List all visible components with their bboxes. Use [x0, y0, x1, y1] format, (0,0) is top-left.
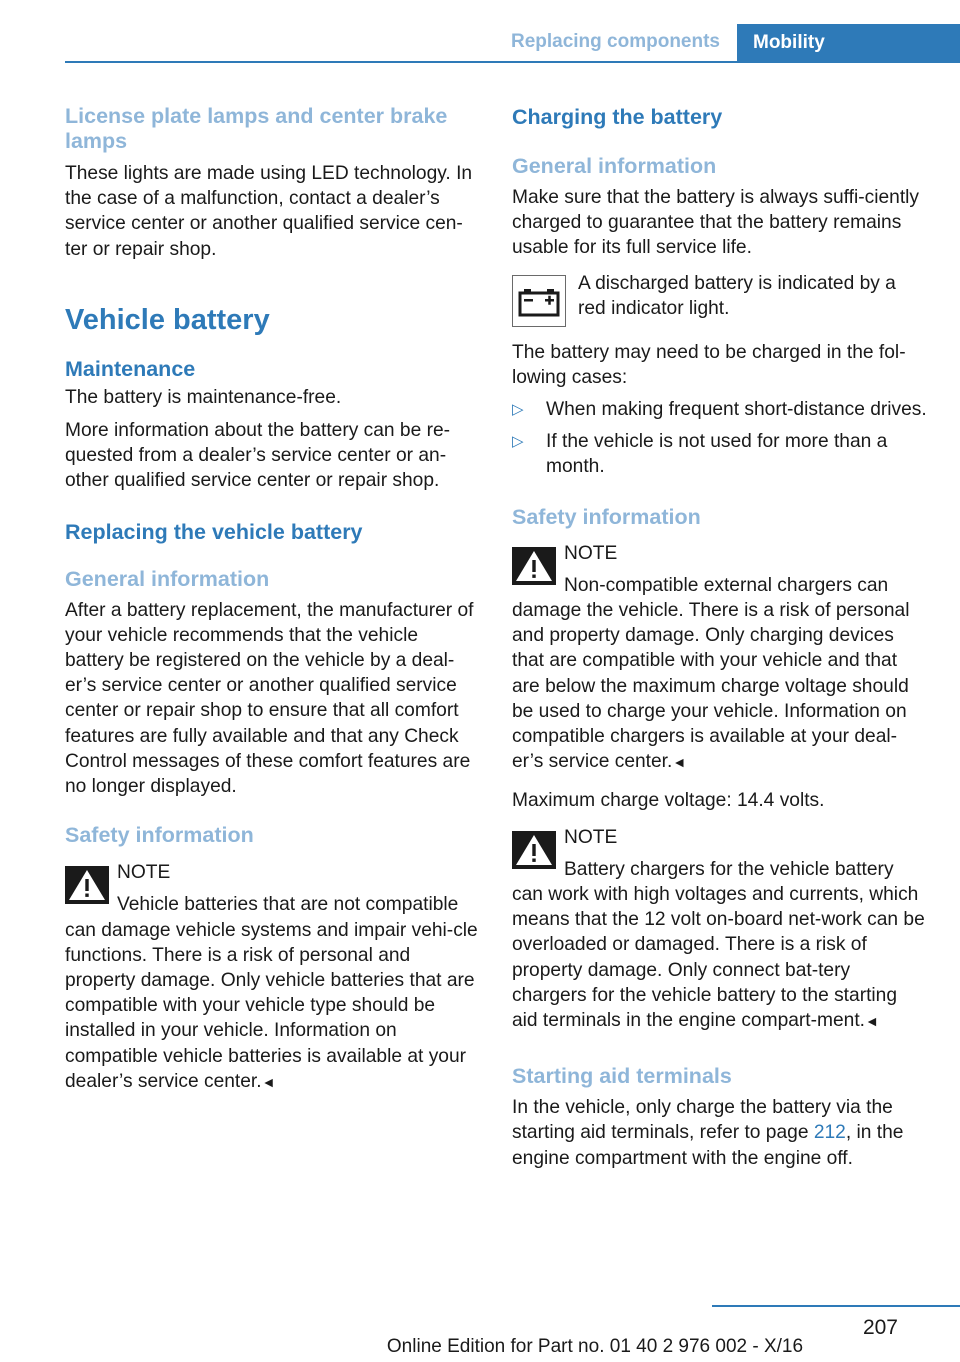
indicator-text: A discharged battery is indicated by a red indicator light.: [578, 272, 896, 319]
note-label-right-2: NOTE: [564, 826, 618, 848]
note-text-left: [65, 892, 480, 1095]
triangle-bullet-icon: ▷: [512, 401, 524, 419]
cases-list: [512, 397, 927, 480]
terminals-text-b: , in the engine compartment with the engine off.: [512, 1122, 904, 1169]
maintenance-heading: Maintenance: [65, 356, 196, 381]
header-rule: [65, 61, 960, 63]
footer-rule: [712, 1305, 960, 1307]
list-item-text: When making frequent short-distance drives.: [546, 399, 927, 421]
safety-info-heading-right: Safety information: [512, 504, 701, 529]
back-mark-right-2: ◄: [865, 1013, 879, 1030]
header-chapter-tab: Mobility: [737, 24, 960, 62]
note-text-right-1: [512, 573, 927, 776]
note-label-left: NOTE: [117, 862, 171, 884]
header-section-title: Replacing components: [510, 31, 720, 52]
terminals-text-a: In the vehicle, only charge the battery via the starting aid terminals, refer to page: [512, 1097, 893, 1144]
warning-triangle-icon: [512, 831, 556, 869]
replacing-battery-heading: Replacing the vehicle battery: [65, 519, 363, 544]
vehicle-battery-heading: Vehicle battery: [65, 303, 270, 336]
triangle-bullet-icon: ▷: [512, 433, 524, 451]
lamps-heading: License plate lamps and center brake lamps: [65, 104, 448, 153]
starting-aid-terminals-heading: Starting aid terminals: [512, 1064, 732, 1089]
general-info-text-right: Make sure that the battery is always suffi-ciently charged to guarantee that the battery remains usable for its full service life.: [512, 187, 920, 259]
maintenance-text-1: The battery is maintenance-free.: [65, 386, 342, 408]
general-info-heading-left: General information: [65, 566, 270, 591]
list-item: [512, 429, 927, 479]
back-mark-right-1: ◄: [672, 754, 687, 771]
note-label-right-1: NOTE: [564, 542, 618, 564]
indicator-block: [512, 271, 927, 331]
general-info-text-left: After a battery replacement, the manufacturer of your vehicle recommends that the vehicle battery be registered on the vehicle by a deal-er’s service center or another qualified service center or repair shop to ensure that all comfort features are fully available and that any Check Control messages of these comfort features are no longer displayed.: [65, 599, 474, 798]
page-number: 207: [862, 1316, 898, 1339]
list-item-text: If the vehicle is not used for more than a month.: [546, 431, 888, 478]
note-text-left-content: Vehicle batteries that are not compatible can damage vehicle systems and impair vehi-cle functions. There is a risk of personal and property damage. Only vehicle batteries that are compatible with your vehicle type should be installed in your vehicle. Information on compatible vehicle batteries is available at your dealer’s service center.: [65, 894, 478, 1092]
general-info-heading-right: General information: [512, 154, 717, 178]
cases-intro: The battery may need to be charged in the fol-lowing cases:: [512, 341, 906, 388]
charging-battery-heading: Charging the battery: [512, 105, 723, 129]
battery-symbol-svg: [513, 276, 565, 326]
maintenance-text-2: More information about the battery can be re-quested from a dealer’s service center or an-other qualified service center or repair shop.: [65, 420, 451, 492]
note-text-right-2: [512, 857, 927, 1034]
note-text-right-2-content: Battery chargers for the vehicle battery can work with high voltages and currents, which means that the 12 volt on-board net-work can be overloaded or damaged. There is a risk of property damage. Only connect bat-tery chargers for the vehicle battery to the starting aid terminals in the engine compart-ment.: [512, 858, 925, 1032]
warning-triangle-icon: [65, 866, 109, 904]
edition-footer: Online Edition for Part no. 01 40 2 976 002 - X/16: [386, 1336, 804, 1357]
back-mark-left: ◄: [261, 1073, 276, 1090]
safety-info-heading-left: Safety information: [65, 823, 254, 848]
note-block-left: [65, 860, 480, 1095]
warning-triangle-icon: [512, 547, 556, 585]
note-block-right-2: [512, 825, 927, 1035]
left-column: [65, 100, 480, 1095]
right-column: [512, 100, 927, 1171]
note-block-right-1: [512, 541, 927, 776]
lamps-text: These lights are made using LED technology. In the case of a malfunction, contact a dealer’s service center or another qualified service cen-ter or repair shop.: [65, 163, 473, 260]
note-text-right-1-content: Non-compatible external chargers can damage the vehicle. There is a risk of personal and property damage. Only charging devices that are compatible with your vehicle and that are below the maximum charge voltage should be used to charge your vehicle. Information on compatible chargers is available at your deal-er’s service center.: [512, 574, 910, 773]
battery-indicator-icon: [512, 275, 566, 327]
terminals-text: [512, 1095, 927, 1171]
list-item: [512, 397, 927, 422]
max-charge-voltage: Maximum charge voltage: 14.4 volts.: [512, 790, 825, 812]
page-212-link[interactable]: 212: [813, 1122, 846, 1144]
